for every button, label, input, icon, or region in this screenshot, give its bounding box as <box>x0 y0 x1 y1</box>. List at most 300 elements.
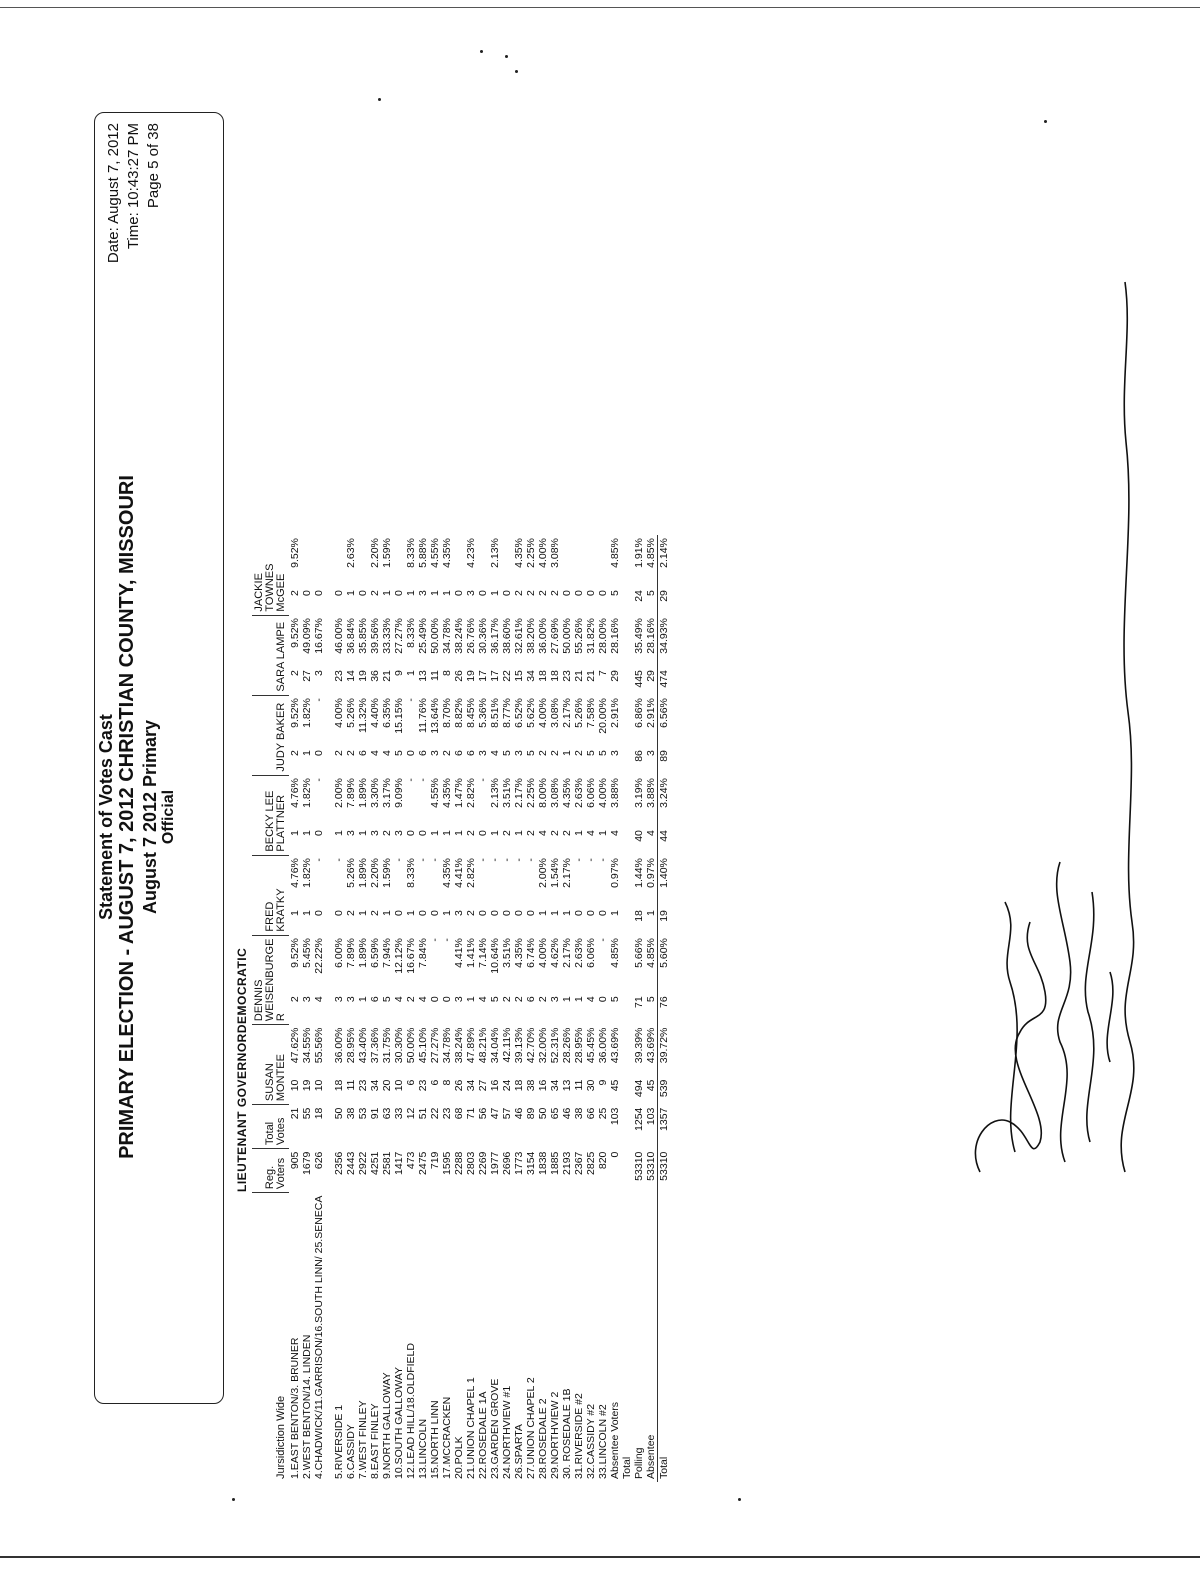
candidate-header: JACKIE TOWNES McGEE <box>252 535 289 615</box>
cell: 44 <box>658 827 671 855</box>
cell: 36.00% <box>537 618 549 654</box>
cell: 2.17% <box>513 778 525 808</box>
cell: 51 <box>417 1107 429 1120</box>
cell: 32.00% <box>537 1027 549 1064</box>
cell: 9 <box>597 1079 609 1086</box>
cell: 27.27% <box>429 1027 441 1064</box>
cell: 6.00% <box>333 938 345 968</box>
cell: 1 <box>429 830 441 836</box>
cell: 3 <box>453 996 465 1003</box>
cell: 1 <box>537 910 549 916</box>
table-row <box>393 535 405 1482</box>
cell: 12 <box>405 1107 417 1120</box>
cell: 13 <box>561 1079 573 1092</box>
cell: 55 <box>301 1107 313 1120</box>
cell: 0 <box>405 750 417 756</box>
cell: 66 <box>585 1107 597 1120</box>
cell: 8.70% <box>441 698 453 728</box>
cell: 56 <box>477 1107 489 1120</box>
report-page: Page 5 of 38 <box>145 123 162 209</box>
cell: - <box>429 858 441 862</box>
cell: 474 <box>658 667 671 695</box>
cell: 1.82% <box>301 858 313 888</box>
cell: 494 <box>633 1079 645 1098</box>
cell: 26.SPARTA <box>513 1424 525 1479</box>
cell: 0 <box>429 996 441 1003</box>
cell: Absentee Voters <box>609 1401 621 1479</box>
cell: 5.60% <box>658 935 671 993</box>
cell: 35.49% <box>633 618 645 654</box>
cell: 24 <box>633 590 645 602</box>
cell: 2 <box>465 910 477 916</box>
cell <box>333 535 345 587</box>
cell: 4 <box>645 830 657 836</box>
cell: 3.30% <box>369 778 381 808</box>
cell: 46.00% <box>333 618 345 654</box>
cell: 5.88% <box>417 538 429 568</box>
cell: 36.17% <box>489 618 501 654</box>
cell: 8.00% <box>537 778 549 808</box>
cell: 1.54% <box>549 858 561 888</box>
cell: - <box>417 858 429 862</box>
table-row <box>597 535 609 1482</box>
cell: 5 <box>489 996 501 1003</box>
cell: 2 <box>549 830 561 836</box>
cell: 0 <box>513 910 525 916</box>
cell: 2 <box>345 910 357 916</box>
cell: 0 <box>333 910 345 916</box>
table-body <box>289 535 670 1482</box>
cell: 3 <box>301 996 313 1003</box>
cell: 2.17% <box>561 858 573 888</box>
cell: 5 <box>381 996 393 1003</box>
cell: 4.41% <box>453 858 465 888</box>
cell: 7.89% <box>345 778 357 808</box>
cell: 11.32% <box>357 698 369 733</box>
cell: 2 <box>405 996 417 1003</box>
cell: 34 <box>549 1079 561 1092</box>
cell: 0 <box>313 590 325 596</box>
cell: 4.35% <box>441 858 453 888</box>
cell: 34.93% <box>658 615 671 667</box>
cell: 8.33% <box>405 538 417 568</box>
cell: 50.00% <box>405 1027 417 1064</box>
cell: 40 <box>633 830 645 842</box>
cell: 7.WEST FINLEY <box>357 1400 369 1479</box>
cell: - <box>441 938 453 942</box>
cell: 39.39% <box>633 1027 645 1064</box>
cell: 36.00% <box>597 1027 609 1064</box>
cell: 2.25% <box>525 538 537 568</box>
cell: 4.85% <box>609 938 621 968</box>
cell: - <box>313 778 325 782</box>
cell: 7.14% <box>477 938 489 968</box>
cell: - <box>501 858 513 862</box>
cell: 2 <box>369 590 381 596</box>
cell: 17 <box>489 670 501 682</box>
totals-label: Total <box>621 1456 633 1479</box>
cell: 1.59% <box>381 858 393 888</box>
cell: 1 <box>561 910 573 916</box>
cell: 23 <box>417 1079 429 1092</box>
table-row <box>441 535 453 1482</box>
cell: 27.69% <box>549 618 561 654</box>
cell: 5.26% <box>345 858 357 888</box>
cell: 1 <box>405 910 417 916</box>
cell <box>501 535 513 587</box>
cell: 1 <box>573 996 585 1003</box>
cell: 34 <box>369 1079 381 1092</box>
cell: 1 <box>301 750 313 756</box>
cell: 4.00% <box>597 778 609 808</box>
cell: 2 <box>549 590 561 596</box>
cell: 1 <box>645 910 657 916</box>
cell: 4.40% <box>369 698 381 728</box>
cell: 3.08% <box>549 698 561 728</box>
cell: 5.36% <box>477 698 489 728</box>
cell: 4.55% <box>429 538 441 568</box>
cell: 48.21% <box>477 1027 489 1064</box>
cell: Total <box>658 1193 671 1482</box>
cell: 3 <box>477 750 489 756</box>
cell: 3 <box>609 750 621 756</box>
cell: 2 <box>289 670 301 676</box>
cell: 10.64% <box>489 938 501 974</box>
cell: 4.CHADWICK/11.GARRISON/16.SOUTH LINN/ 25.SENECA <box>313 1195 325 1479</box>
cell: 35.85% <box>357 618 369 654</box>
cell: 1 <box>289 910 301 916</box>
cell: 2 <box>465 830 477 836</box>
cell: 12.LEAD HILL/18.OLDFIELD <box>405 1343 417 1479</box>
table-row <box>453 535 465 1482</box>
cell: 1.44% <box>633 858 645 888</box>
cell: 13 <box>417 670 429 682</box>
cell <box>301 535 313 587</box>
cell: 4.85% <box>645 538 657 568</box>
cell: 3 <box>549 996 561 1003</box>
cell: 38 <box>525 1079 537 1092</box>
cell: 4 <box>585 996 597 1003</box>
cell: 5 <box>597 750 609 756</box>
cell: 0 <box>313 910 325 916</box>
cell: 0 <box>441 996 453 1003</box>
cell: 9.52% <box>289 538 301 568</box>
cell: 719 <box>429 1151 441 1170</box>
cell: 2.17% <box>561 698 573 728</box>
cell: 0 <box>333 590 345 596</box>
cell: 34.78% <box>441 618 453 654</box>
cell: 473 <box>405 1151 417 1170</box>
cell: 33 <box>393 1107 405 1120</box>
cell: 2.63% <box>573 778 585 808</box>
cell: 18 <box>313 1107 325 1120</box>
cell: 5.66% <box>633 938 645 968</box>
cell: 22 <box>501 670 513 682</box>
scan-speck <box>480 50 483 53</box>
cell: 6.06% <box>585 938 597 968</box>
cell: 0 <box>573 910 585 916</box>
cell: 6 <box>357 750 369 756</box>
table-row <box>561 535 573 1482</box>
table-row <box>301 535 313 1482</box>
cell: 3.08% <box>549 778 561 808</box>
cell: 23 <box>333 670 345 682</box>
cell: 5 <box>609 996 621 1003</box>
cell: 4 <box>417 996 429 1003</box>
cell: 6.86% <box>633 698 645 728</box>
cell: 1254 <box>633 1107 645 1131</box>
cell: 10 <box>313 1079 325 1092</box>
cell: 28.95% <box>345 1027 357 1064</box>
cell: 1.82% <box>301 698 313 728</box>
cell: 4.23% <box>465 538 477 568</box>
cell: 53310 <box>645 1151 657 1181</box>
cell: 8.33% <box>405 618 417 648</box>
cell: 6 <box>369 996 381 1003</box>
cell: 2269 <box>477 1151 489 1175</box>
cell: 8.33% <box>405 858 417 888</box>
cell: 23 <box>441 1107 453 1120</box>
cell: - <box>393 858 405 862</box>
cell: 2.25% <box>525 778 537 808</box>
cell: 3 <box>345 830 357 836</box>
cell: 47 <box>489 1107 501 1120</box>
cell: 3 <box>465 590 477 596</box>
cell: 1885 <box>549 1151 561 1175</box>
cell: 6.56% <box>658 695 671 747</box>
cell: 20.POLK <box>453 1436 465 1479</box>
cell: 539 <box>658 1077 671 1105</box>
cell: 33.33% <box>381 618 393 654</box>
table-row <box>549 535 561 1482</box>
cell: - <box>597 858 609 862</box>
candidate-header: JUDY BAKER <box>252 695 289 775</box>
votes-table <box>252 535 670 1482</box>
cell: 68 <box>453 1107 465 1120</box>
cell: 0 <box>417 830 429 836</box>
race-title: LIEUTENANT GOVERNORDEMOCRATIC <box>235 947 249 1192</box>
cell: 5 <box>525 750 537 756</box>
cell: 34 <box>525 670 537 682</box>
cell: 0 <box>489 910 501 916</box>
cell: 1 <box>561 750 573 756</box>
official-signatures <box>960 182 1160 1182</box>
cell: 4.35% <box>441 538 453 568</box>
cell: 0 <box>417 910 429 916</box>
cell: 27.27% <box>393 618 405 654</box>
table-row <box>333 535 345 1482</box>
cell: 5.62% <box>525 698 537 728</box>
totals-row <box>633 535 645 1482</box>
table-row <box>313 535 325 1482</box>
cell: 2 <box>289 750 301 756</box>
cell: 6.06% <box>585 778 597 808</box>
cell: 1 <box>573 830 585 836</box>
cell: 2443 <box>345 1151 357 1175</box>
table-row <box>477 535 489 1482</box>
cell: - <box>477 858 489 862</box>
cell: 0 <box>429 910 441 916</box>
cell: 21 <box>573 670 585 682</box>
cell: 7.58% <box>585 698 597 728</box>
cell: 9.09% <box>393 778 405 808</box>
table-row <box>381 535 393 1482</box>
cell: 19 <box>658 907 671 935</box>
cell: 1 <box>609 910 621 916</box>
cell: 1679 <box>301 1151 313 1175</box>
cell: 34.55% <box>301 1027 313 1064</box>
cell: 2 <box>537 750 549 756</box>
cell: 0 <box>393 910 405 916</box>
table-row <box>465 535 477 1482</box>
cell: - <box>429 938 441 942</box>
cell: 2356 <box>333 1151 345 1175</box>
cell: 9.NORTH GALLOWAY <box>381 1372 393 1479</box>
cell: 2 <box>345 750 357 756</box>
cell: 24 <box>501 1079 513 1092</box>
cell: 1838 <box>537 1151 549 1175</box>
cell: 0.97% <box>609 858 621 888</box>
cell: 0 <box>597 996 609 1003</box>
cell: 1 <box>301 910 313 916</box>
report-date: Date: August 7, 2012 <box>105 123 122 264</box>
cell: 19 <box>465 670 477 682</box>
cell: 2696 <box>501 1151 513 1175</box>
cell: 1 <box>513 830 525 836</box>
cell: 2.17% <box>561 938 573 968</box>
cell: 4.35% <box>441 778 453 808</box>
cell: 2 <box>513 590 525 596</box>
cell: 2367 <box>573 1151 585 1175</box>
cell: 38 <box>345 1107 357 1120</box>
cell: - <box>405 698 417 702</box>
cell: 7.89% <box>345 938 357 968</box>
table-row <box>417 535 429 1482</box>
cell <box>477 535 489 587</box>
cell: 1 <box>345 590 357 596</box>
cell: 7.94% <box>381 938 393 968</box>
cell: Absentee <box>645 1434 657 1479</box>
cell: 32.61% <box>513 618 525 654</box>
cell: 11 <box>573 1079 585 1091</box>
cell: 3 <box>645 750 657 756</box>
cell: 4 <box>489 750 501 756</box>
cell: 26 <box>453 670 465 682</box>
cell: 43.69% <box>609 1027 621 1064</box>
cell: 1.40% <box>658 855 671 907</box>
cell: 626 <box>313 1151 325 1170</box>
cell: 4.85% <box>609 538 621 568</box>
cell: 1 <box>405 670 417 676</box>
cell: 55.56% <box>313 1027 325 1064</box>
cell: 3.19% <box>633 778 645 808</box>
cell: 16.67% <box>405 938 417 974</box>
cell: 9.52% <box>289 618 301 648</box>
cell: 0 <box>477 910 489 916</box>
cell: 27.UNION CHAPEL 2 <box>525 1377 537 1479</box>
cell: 47.62% <box>289 1027 301 1064</box>
table-row <box>345 535 357 1482</box>
cell: 1 <box>441 830 453 836</box>
cell: 905 <box>289 1151 301 1170</box>
cell: 1 <box>357 910 369 916</box>
cell: 28.95% <box>573 1027 585 1064</box>
cell: 4.35% <box>513 538 525 568</box>
cell: 2193 <box>561 1151 573 1175</box>
cell: 50.00% <box>561 618 573 654</box>
cell: 38.20% <box>525 618 537 654</box>
cell: 0 <box>357 590 369 596</box>
reg-voters-header: Reg. Voters <box>252 1149 289 1193</box>
cell: 34.78% <box>441 1027 453 1064</box>
cell: 18 <box>513 1079 525 1092</box>
cell: 6.52% <box>513 698 525 728</box>
cell: 65 <box>549 1107 561 1120</box>
cell: 2.13% <box>489 538 501 568</box>
cell: - <box>597 938 609 942</box>
candidate-header: FRED KRATKY <box>252 855 289 935</box>
table-row <box>585 535 597 1482</box>
cell: 71 <box>633 996 645 1008</box>
cell: 0 <box>405 830 417 836</box>
cell: 3.88% <box>645 778 657 808</box>
cell: 8.45% <box>465 698 477 728</box>
cell: 5 <box>645 996 657 1003</box>
cell: 0 <box>585 910 597 916</box>
cell: 2.82% <box>465 858 477 888</box>
cell: 31.75% <box>381 1027 393 1064</box>
cell: 34 <box>465 1079 477 1092</box>
official-label: Official <box>160 789 177 845</box>
cell: 5 <box>645 590 657 596</box>
cell: 5.45% <box>301 938 313 968</box>
cell <box>393 535 405 587</box>
cell: 24.NORTHVIEW #1 <box>501 1385 513 1479</box>
cell: - <box>313 698 325 702</box>
cell: 20.00% <box>597 698 609 734</box>
cell: 23.GARDEN GROVE <box>489 1378 501 1479</box>
cell: 11 <box>429 670 441 681</box>
cell: 16 <box>537 1079 549 1092</box>
cell: 6 <box>405 1079 417 1086</box>
cell: 21 <box>585 670 597 682</box>
cell: 3 <box>393 830 405 836</box>
cell: 1.41% <box>465 938 477 968</box>
cell: 3 <box>417 590 429 596</box>
cell: 8 <box>441 1079 453 1086</box>
cell: 2581 <box>381 1151 393 1175</box>
cell: 6 <box>453 750 465 756</box>
cell: 1 <box>441 590 453 596</box>
cell: 27 <box>301 670 313 682</box>
cell: 1417 <box>393 1151 405 1175</box>
cell: 17 <box>477 670 489 682</box>
cell: 89 <box>525 1107 537 1120</box>
cell: 28.26% <box>561 1027 573 1064</box>
cell: 0 <box>597 590 609 596</box>
cell: 2.20% <box>369 858 381 888</box>
cell: 49.09% <box>301 618 313 654</box>
cell: 18 <box>549 670 561 682</box>
cell: 52.31% <box>549 1027 561 1064</box>
cell: 4 <box>609 830 621 836</box>
cell: 0 <box>525 910 537 916</box>
cell: 0 <box>561 590 573 596</box>
cell: 1 <box>381 910 393 916</box>
rotated-report-sheet <box>60 122 1160 1512</box>
cell: 30 <box>585 1079 597 1092</box>
cell: 42.70% <box>525 1027 537 1064</box>
